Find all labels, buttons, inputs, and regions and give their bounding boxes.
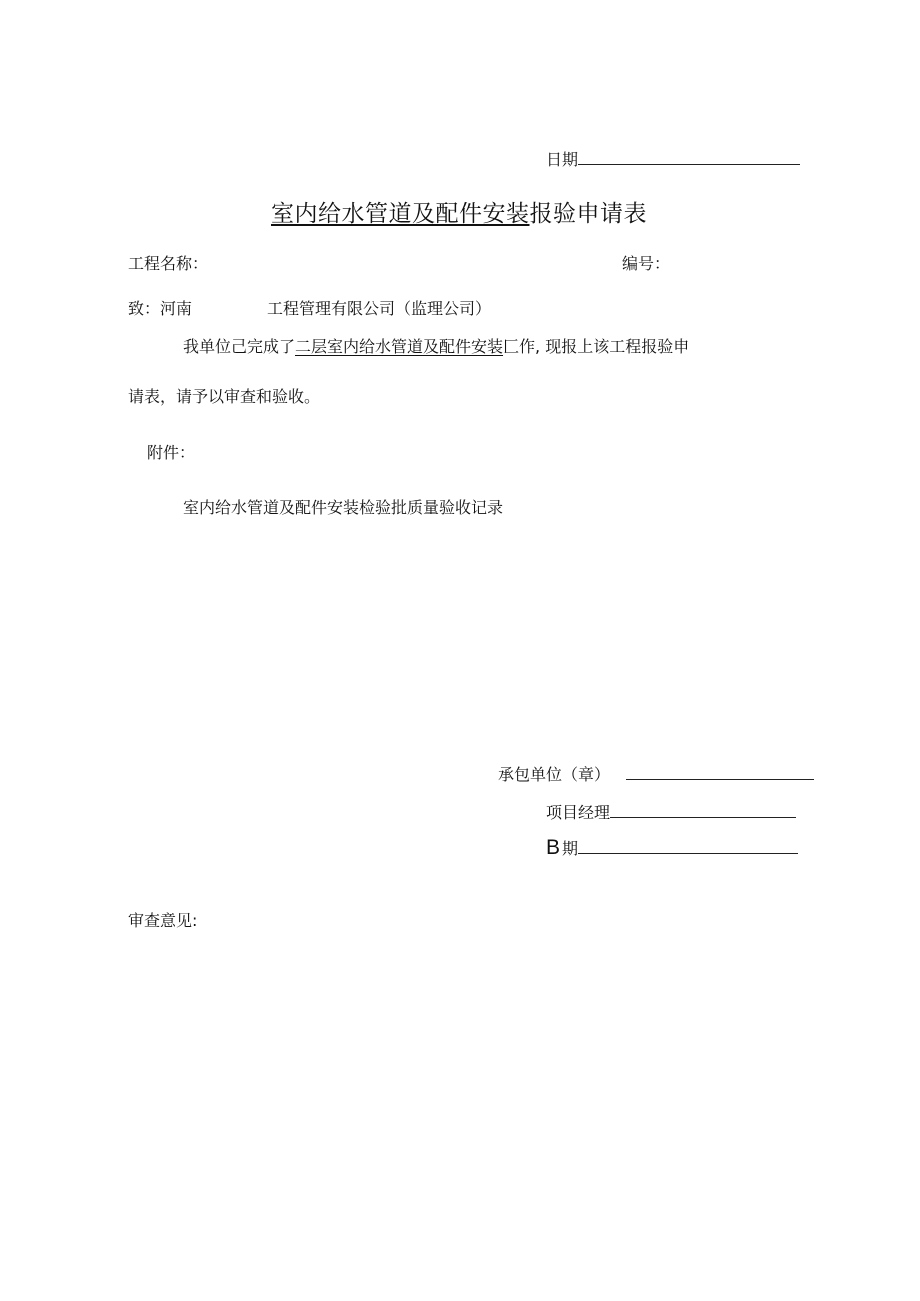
date-label: 日期 [546,150,579,169]
body-line-2: 请表，请予以审查和验收。 [128,387,321,406]
sign-date-label: 期 [562,839,579,858]
sign-date-b: B [546,836,561,859]
page-title [271,200,647,228]
body-line-1-post: 匚作, 现报上该工程报验申 [503,337,690,356]
date-blank-line[interactable] [578,150,800,165]
body-work-item: 二层室内给水管道及配件安装 [295,337,504,356]
contractor-blank-line[interactable] [626,765,814,780]
sign-date-row [546,838,798,859]
title-underlined-part: 室内给水管道及配件安装 [271,201,530,227]
addressee-company: 工程管理有限公司（监理公司） [267,299,492,318]
sign-date-blank-line[interactable] [578,839,798,854]
number-label: 编号： [622,254,671,273]
contractor-row [498,765,814,785]
title-rest: 报验申请表 [529,201,647,227]
manager-row [546,803,796,823]
header-date [546,150,800,170]
body-line-1-pre: 我单位己完成了 [183,337,296,356]
contractor-label: 承包单位（章） [498,765,611,784]
manager-label: 项目经理 [546,803,611,822]
project-name-label: 工程名称： [128,254,209,273]
review-label: 审查意见: [128,911,198,930]
attachment-label: 附件： [147,443,196,462]
addressee-prefix: 致：河南 [128,299,193,318]
manager-blank-line[interactable] [610,803,796,818]
attachment-item: 室内给水管道及配件安装检验批质量验收记录 [183,498,504,517]
body-line-1 [183,337,689,357]
